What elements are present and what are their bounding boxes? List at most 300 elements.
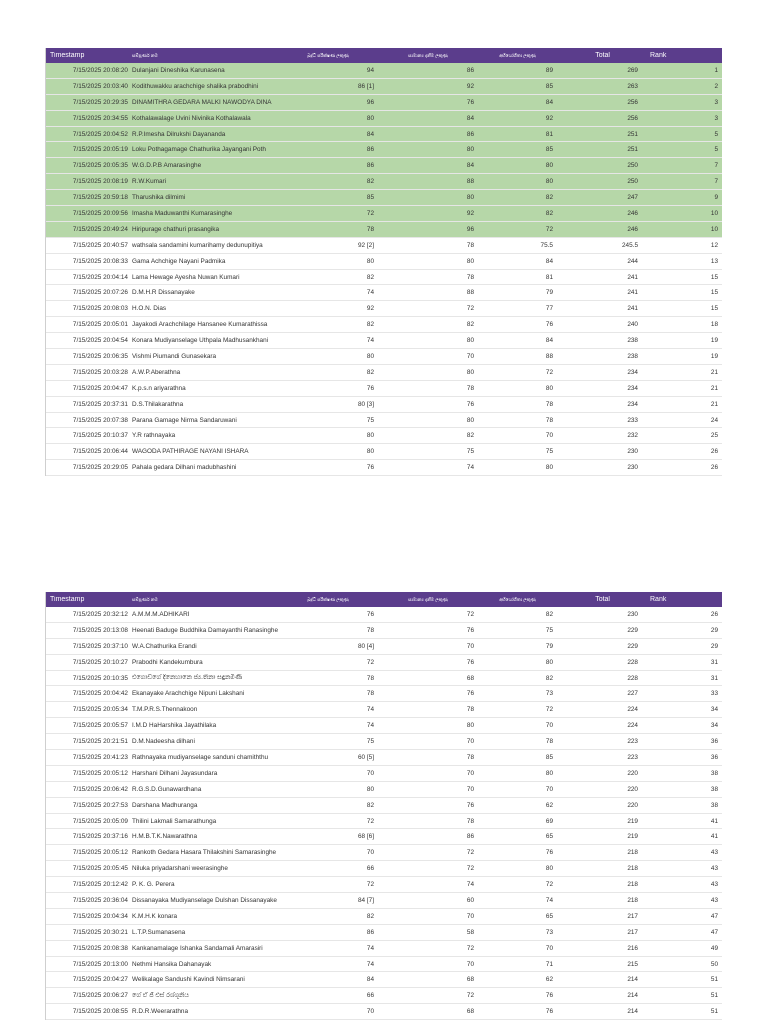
cell-total: 241: [627, 289, 638, 297]
cell-timestamp: 7/15/2025 20:10:35: [72, 674, 128, 682]
cell-name: Niluka priyadarshani weerasinghe: [132, 865, 228, 873]
cell-col-b: 70: [466, 738, 474, 746]
cell-timestamp: 7/15/2025 20:03:40: [72, 82, 128, 90]
cell-timestamp: 7/15/2025 20:05:12: [72, 769, 128, 777]
cell-col-a: 74: [366, 706, 374, 714]
cell-col-b: 96: [466, 225, 474, 233]
cell-name: Tharushika dilmimi: [132, 194, 186, 202]
cell-rank: 43: [710, 849, 718, 857]
cell-timestamp: 7/15/2025 20:06:27: [72, 992, 128, 1000]
cell-col-b: 86: [466, 833, 474, 841]
table-row[interactable]: [46, 702, 722, 718]
cell-col-a: 70: [366, 849, 374, 857]
cell-name: Kothalawalage Uvini Nivinika Kothalawala: [132, 114, 251, 122]
cell-name: Dissanayaka Mudiyanselage Dulshan Dissanayake: [132, 896, 277, 904]
cell-col-c: 85: [545, 146, 553, 154]
table-row[interactable]: [46, 941, 722, 957]
cell-col-c: 74: [545, 896, 553, 904]
cell-col-a: 78: [366, 690, 374, 698]
cell-timestamp: 7/15/2025 20:05:34: [72, 706, 128, 714]
cell-name: A.W.P.Aberathna: [132, 368, 181, 376]
cell-timestamp: 7/15/2025 20:08:20: [72, 66, 128, 74]
cell-name: I.M.D HaHarshika Jayathilaka: [132, 722, 217, 730]
cell-rank: 21: [710, 368, 718, 376]
header-col-c[interactable]: අභියෝගිතා ලකුණු: [499, 53, 536, 58]
cell-col-a: 84: [366, 976, 374, 984]
header-col-a[interactable]: බුද්ධි පරීක්ෂණ ලකුණු: [307, 597, 349, 602]
header-total[interactable]: Total: [595, 52, 610, 59]
table-row[interactable]: [46, 957, 722, 973]
table-row[interactable]: [46, 317, 722, 333]
header-rank[interactable]: Rank: [650, 596, 667, 603]
cell-col-a: 92 [2]: [358, 241, 374, 249]
header-rank[interactable]: Rank: [650, 52, 667, 59]
cell-col-a: 60 [5]: [358, 753, 374, 761]
cell-name: Kodithuwakku arachchige shalika prabodhini: [132, 82, 259, 90]
cell-rank: 51: [710, 1008, 718, 1016]
cell-rank: 26: [710, 448, 718, 456]
cell-rank: 38: [710, 769, 718, 777]
cell-rank: 51: [710, 976, 718, 984]
cell-col-b: 70: [466, 769, 474, 777]
cell-col-a: 80: [366, 785, 374, 793]
table-row[interactable]: [46, 988, 722, 1004]
cell-name: Konara Mudiyanselage Uthpala Madhusankhani: [132, 337, 269, 345]
table-row[interactable]: [46, 655, 722, 671]
cell-total: 244: [627, 257, 638, 265]
table-row[interactable]: [46, 63, 722, 79]
cell-total: 220: [627, 769, 638, 777]
table-row[interactable]: [46, 460, 722, 476]
cell-timestamp: 7/15/2025 20:05:57: [72, 722, 128, 730]
header-timestamp[interactable]: Timestamp: [50, 596, 85, 603]
table-row[interactable]: [46, 285, 722, 301]
cell-timestamp: 7/15/2025 20:08:33: [72, 257, 128, 265]
cell-col-b: 78: [466, 753, 474, 761]
cell-total: 234: [627, 368, 638, 376]
cell-col-c: 76: [545, 849, 553, 857]
cell-total: 214: [627, 1008, 638, 1016]
cell-rank: 43: [710, 865, 718, 873]
table-row[interactable]: [46, 127, 722, 143]
cell-col-b: 68: [466, 674, 474, 682]
table-row[interactable]: [46, 782, 722, 798]
cell-rank: 29: [710, 642, 718, 650]
cell-rank: 51: [710, 992, 718, 1000]
table-row[interactable]: [46, 270, 722, 286]
cell-name: R.W.Kumari: [132, 178, 167, 186]
cell-col-a: 80: [366, 448, 374, 456]
cell-timestamp: 7/15/2025 20:21:51: [72, 738, 128, 746]
cell-rank: 19: [710, 352, 718, 360]
cell-timestamp: 7/15/2025 20:05:09: [72, 817, 128, 825]
cell-timestamp: 7/15/2025 20:37:16: [72, 833, 128, 841]
cell-name: Imasha Maduwanthi Kumarasinghe: [132, 209, 233, 217]
cell-rank: 7: [714, 178, 718, 186]
cell-col-c: 82: [545, 674, 553, 682]
cell-rank: 29: [710, 626, 718, 634]
cell-name: R.D.R.Weerarathna: [132, 1008, 188, 1016]
cell-col-c: 71: [545, 960, 553, 968]
table-row[interactable]: [46, 845, 722, 861]
table-row[interactable]: [46, 639, 722, 655]
cell-rank: 50: [710, 960, 718, 968]
cell-col-b: 80: [466, 722, 474, 730]
cell-total: 245.5: [622, 241, 638, 249]
cell-col-c: 84: [545, 257, 553, 265]
table-row[interactable]: [46, 877, 722, 893]
cell-total: 230: [627, 610, 638, 618]
cell-col-c: 80: [545, 162, 553, 170]
cell-col-a: 85: [366, 194, 374, 202]
cell-name: H.M.B.T.K.Nawarathna: [132, 833, 197, 841]
cell-col-a: 84: [366, 130, 374, 138]
cell-col-a: 86: [366, 162, 374, 170]
table-row[interactable]: [46, 301, 722, 317]
table-row[interactable]: [46, 158, 722, 174]
table-row[interactable]: [46, 381, 722, 397]
cell-name: Ekanayake Arachchige Nipuni Lakshani: [132, 690, 245, 698]
cell-col-b: 70: [466, 352, 474, 360]
cell-rank: 41: [710, 817, 718, 825]
cell-timestamp: 7/15/2025 20:04:14: [72, 273, 128, 281]
cell-rank: 31: [710, 674, 718, 682]
cell-timestamp: 7/15/2025 20:08:19: [72, 178, 128, 186]
header-col-a[interactable]: බුද්ධි පරීක්ෂණ ලකුණු: [307, 53, 349, 58]
cell-col-b: 80: [466, 146, 474, 154]
cell-col-a: 72: [366, 209, 374, 217]
cell-rank: 9: [714, 194, 718, 202]
header-name[interactable]: සම්පූර්ණ නම: [132, 597, 158, 602]
table-row[interactable]: [46, 333, 722, 349]
cell-col-c: 78: [545, 738, 553, 746]
table-row[interactable]: [46, 206, 722, 222]
cell-timestamp: 7/15/2025 20:04:52: [72, 130, 128, 138]
cell-col-a: 74: [366, 289, 374, 297]
cell-name: Loku Pothagamage Chathurika Jayangani Poth: [132, 146, 266, 154]
cell-col-c: 72: [545, 368, 553, 376]
table-row[interactable]: [46, 718, 722, 734]
cell-total: 251: [627, 146, 638, 154]
cell-col-a: 82: [366, 801, 374, 809]
cell-name: P. K. G. Perera: [132, 881, 175, 889]
cell-total: 223: [627, 753, 638, 761]
table-row[interactable]: [46, 79, 722, 95]
cell-name: Thilini Lakmali Samarathunga: [132, 817, 217, 825]
header-name[interactable]: සම්පූර්ණ නම: [132, 53, 158, 58]
table-row[interactable]: [46, 254, 722, 270]
cell-name: T.M.P.R.S.Thennakoon: [132, 706, 198, 714]
table-row[interactable]: [46, 444, 722, 460]
cell-col-c: 81: [545, 273, 553, 281]
cell-total: 219: [627, 833, 638, 841]
table-row[interactable]: [46, 814, 722, 830]
cell-col-b: 76: [466, 400, 474, 408]
cell-col-a: 92: [366, 305, 374, 313]
cell-rank: 33: [710, 690, 718, 698]
cell-rank: 21: [710, 384, 718, 392]
cell-col-c: 72: [545, 225, 553, 233]
cell-timestamp: 7/15/2025 20:07:26: [72, 289, 128, 297]
cell-col-c: 80: [545, 769, 553, 777]
table-row[interactable]: [46, 861, 722, 877]
cell-col-c: 82: [545, 610, 553, 618]
table-row[interactable]: [46, 1004, 722, 1020]
table-row[interactable]: [46, 607, 722, 623]
cell-col-c: 78: [545, 416, 553, 424]
cell-total: 256: [627, 114, 638, 122]
cell-timestamp: 7/15/2025 20:37:10: [72, 642, 128, 650]
cell-col-a: 75: [366, 416, 374, 424]
header-col-b[interactable]: සාමාන්‍ය දැනීම ලකුණු: [408, 53, 448, 58]
cell-rank: 47: [710, 912, 718, 920]
table-row[interactable]: [46, 111, 722, 127]
cell-rank: 15: [710, 289, 718, 297]
cell-col-a: 74: [366, 722, 374, 730]
cell-total: 214: [627, 992, 638, 1000]
cell-col-b: 84: [466, 114, 474, 122]
cell-col-c: 75.5: [540, 241, 553, 249]
cell-col-a: 70: [366, 1008, 374, 1016]
cell-name: Y.R rathnayaka: [132, 432, 176, 440]
cell-col-b: 78: [466, 273, 474, 281]
cell-col-b: 72: [466, 849, 474, 857]
cell-col-c: 85: [545, 753, 553, 761]
table-row[interactable]: [46, 222, 722, 238]
cell-name: Nethmi Hansika Dahanayak: [132, 960, 212, 968]
cell-timestamp: 7/15/2025 20:13:00: [72, 960, 128, 968]
cell-timestamp: 7/15/2025 20:05:35: [72, 162, 128, 170]
cell-name: D.M.Nadeesha dilhani: [132, 738, 195, 746]
cell-total: 238: [627, 337, 638, 345]
cell-name: W.A.Chathurika Erandi: [132, 642, 197, 650]
table-row[interactable]: [46, 174, 722, 190]
cell-rank: 38: [710, 801, 718, 809]
cell-name: A.M.M.M.ADHIKARI: [132, 610, 190, 618]
cell-timestamp: 7/15/2025 20:27:53: [72, 801, 128, 809]
cell-timestamp: 7/15/2025 20:08:38: [72, 944, 128, 952]
cell-col-b: 72: [466, 865, 474, 873]
table-row[interactable]: [46, 734, 722, 750]
cell-col-a: 82: [366, 321, 374, 329]
cell-timestamp: 7/15/2025 20:05:45: [72, 865, 128, 873]
cell-col-b: 76: [466, 98, 474, 106]
table-row[interactable]: [46, 829, 722, 845]
header-total[interactable]: Total: [595, 596, 610, 603]
cell-col-c: 76: [545, 992, 553, 1000]
cell-col-b: 72: [466, 992, 474, 1000]
cell-col-c: 78: [545, 400, 553, 408]
cell-col-a: 80 [3]: [358, 400, 374, 408]
cell-col-a: 74: [366, 337, 374, 345]
cell-col-c: 92: [545, 114, 553, 122]
cell-col-c: 82: [545, 194, 553, 202]
cell-rank: 36: [710, 753, 718, 761]
cell-rank: 13: [710, 257, 718, 265]
cell-name: Jayakodi Arachchilage Hansanee Kumarathissa: [132, 321, 268, 329]
cell-name: R.P.Imesha Dilrukshi Dayananda: [132, 130, 226, 138]
cell-timestamp: 7/15/2025 20:40:57: [72, 241, 128, 249]
cell-name: Dulanjani Dineshika Karunasena: [132, 66, 225, 74]
table-row[interactable]: [46, 671, 722, 687]
cell-col-a: 80: [366, 352, 374, 360]
cell-col-a: 82: [366, 912, 374, 920]
cell-total: 217: [627, 912, 638, 920]
cell-timestamp: 7/15/2025 20:05:01: [72, 321, 128, 329]
table-row[interactable]: [46, 349, 722, 365]
cell-col-b: 68: [466, 976, 474, 984]
cell-total: 227: [627, 690, 638, 698]
cell-total: 220: [627, 801, 638, 809]
cell-col-a: 76: [366, 464, 374, 472]
cell-col-c: 70: [545, 785, 553, 793]
cell-timestamp: 7/15/2025 20:13:08: [72, 626, 128, 634]
cell-rank: 7: [714, 162, 718, 170]
cell-col-c: 79: [545, 289, 553, 297]
cell-total: 250: [627, 162, 638, 170]
cell-col-b: 92: [466, 82, 474, 90]
cell-rank: 10: [710, 209, 718, 217]
cell-total: 218: [627, 896, 638, 904]
cell-timestamp: 7/15/2025 20:59:18: [72, 194, 128, 202]
table-row[interactable]: [46, 365, 722, 381]
cell-col-a: 70: [366, 769, 374, 777]
cell-col-c: 69: [545, 817, 553, 825]
cell-col-c: 77: [545, 305, 553, 313]
cell-timestamp: 7/15/2025 20:32:12: [72, 610, 128, 618]
cell-rank: 1: [714, 66, 718, 74]
cell-col-b: 88: [466, 289, 474, 297]
cell-total: 241: [627, 273, 638, 281]
cell-timestamp: 7/15/2025 20:10:27: [72, 658, 128, 666]
cell-total: 246: [627, 225, 638, 233]
cell-col-c: 84: [545, 98, 553, 106]
table-row[interactable]: [46, 766, 722, 782]
table-row[interactable]: [46, 750, 722, 766]
cell-col-b: 68: [466, 1008, 474, 1016]
cell-col-c: 70: [545, 944, 553, 952]
header-col-b[interactable]: සාමාන්‍ය දැනීම ලකුණු: [408, 597, 448, 602]
cell-col-a: 84 [7]: [358, 896, 374, 904]
cell-col-b: 82: [466, 432, 474, 440]
cell-rank: 2: [714, 82, 718, 90]
cell-col-b: 70: [466, 912, 474, 920]
cell-col-b: 76: [466, 626, 474, 634]
cell-col-a: 76: [366, 384, 374, 392]
table-row[interactable]: [46, 428, 722, 444]
cell-total: 240: [627, 321, 638, 329]
cell-name: Lama Hewage Ayesha Nuwan Kumari: [132, 273, 240, 281]
table-row[interactable]: [46, 397, 722, 413]
cell-col-a: 82: [366, 368, 374, 376]
cell-name: Kankanamalage Ishanka Sandamali Amarasiri: [132, 944, 263, 952]
cell-timestamp: 7/15/2025 20:34:55: [72, 114, 128, 122]
cell-total: 263: [627, 82, 638, 90]
cell-col-b: 70: [466, 960, 474, 968]
table-row[interactable]: [46, 925, 722, 941]
cell-total: 233: [627, 416, 638, 424]
cell-rank: 18: [710, 321, 718, 329]
cell-col-c: 89: [545, 66, 553, 74]
table-row[interactable]: [46, 686, 722, 702]
cell-col-c: 84: [545, 337, 553, 345]
cell-col-c: 76: [545, 321, 553, 329]
cell-timestamp: 7/15/2025 20:37:31: [72, 400, 128, 408]
table-row[interactable]: [46, 238, 722, 254]
cell-rank: 43: [710, 896, 718, 904]
table-row[interactable]: [46, 909, 722, 925]
results-table-2: [45, 592, 722, 1020]
cell-rank: 26: [710, 464, 718, 472]
cell-rank: 12: [710, 241, 718, 249]
cell-total: 215: [627, 960, 638, 968]
cell-total: 216: [627, 944, 638, 952]
cell-col-c: 80: [545, 658, 553, 666]
table-header: [46, 592, 722, 607]
cell-col-c: 80: [545, 865, 553, 873]
cell-total: 256: [627, 98, 638, 106]
header-timestamp[interactable]: Timestamp: [50, 52, 85, 59]
cell-rank: 10: [710, 225, 718, 233]
table-row[interactable]: [46, 972, 722, 988]
cell-col-b: 58: [466, 928, 474, 936]
cell-name: Gama Achchige Nayani Padmika: [132, 257, 226, 265]
table-row[interactable]: [46, 190, 722, 206]
table-row[interactable]: [46, 413, 722, 429]
cell-total: 218: [627, 865, 638, 873]
cell-timestamp: 7/15/2025 20:06:44: [72, 448, 128, 456]
cell-total: 229: [627, 642, 638, 650]
cell-col-c: 65: [545, 833, 553, 841]
cell-rank: 47: [710, 928, 718, 936]
cell-col-b: 60: [466, 896, 474, 904]
cell-timestamp: 7/15/2025 20:04:54: [72, 337, 128, 345]
cell-timestamp: 7/15/2025 20:04:47: [72, 384, 128, 392]
table-row[interactable]: [46, 95, 722, 111]
cell-col-c: 62: [545, 976, 553, 984]
table-row[interactable]: [46, 142, 722, 158]
cell-total: 217: [627, 928, 638, 936]
table-row[interactable]: [46, 798, 722, 814]
cell-total: 247: [627, 194, 638, 202]
cell-col-c: 88: [545, 352, 553, 360]
cell-rank: 3: [714, 114, 718, 122]
cell-timestamp: 7/15/2025 20:05:19: [72, 146, 128, 154]
cell-col-c: 72: [545, 881, 553, 889]
cell-rank: 49: [710, 944, 718, 952]
cell-rank: 21: [710, 400, 718, 408]
header-col-c[interactable]: අභියෝගිතා ලකුණු: [499, 597, 536, 602]
cell-col-c: 70: [545, 722, 553, 730]
cell-rank: 5: [714, 146, 718, 154]
cell-col-c: 70: [545, 432, 553, 440]
results-table-1: [45, 48, 722, 476]
table-row[interactable]: [46, 893, 722, 909]
cell-col-b: 80: [466, 194, 474, 202]
cell-name: R.G.S.D.Gunawardhana: [132, 785, 202, 793]
cell-name: ගේ ඒ ජී එස් රශ්ශූනිය: [132, 991, 189, 999]
cell-col-b: 80: [466, 368, 474, 376]
cell-col-b: 72: [466, 305, 474, 313]
cell-timestamp: 7/15/2025 20:06:35: [72, 352, 128, 360]
cell-name: Rankoth Gedara Hasara Thilakshini Samarasinghe: [132, 849, 277, 857]
cell-col-c: 80: [545, 464, 553, 472]
cell-col-a: 66: [366, 865, 374, 873]
cell-name: W.G.D.P.B Amarasinghe: [132, 162, 202, 170]
table-row[interactable]: [46, 623, 722, 639]
cell-col-a: 68 [6]: [358, 833, 374, 841]
cell-timestamp: 7/15/2025 20:49:24: [72, 225, 128, 233]
